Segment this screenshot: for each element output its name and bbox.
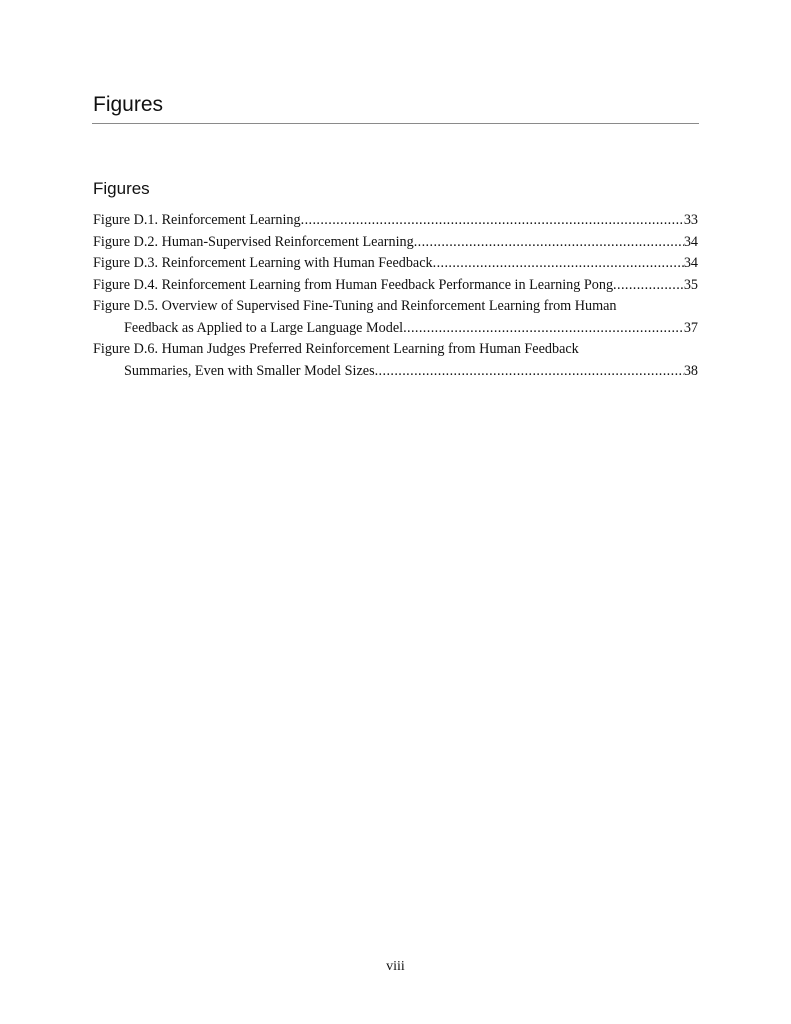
figure-page-number: 33: [683, 212, 698, 228]
figure-title: Figure D.6. Human Judges Preferred Reinforcement Learning from Human Feedback: [93, 341, 579, 357]
figure-page-number: 35: [683, 276, 698, 293]
figure-entry-line: [93, 253, 698, 275]
figure-title-continuation: Feedback as Applied to a Large Language Model: [124, 319, 404, 336]
figure-page-number: 37: [683, 319, 698, 336]
figure-entry-d6[interactable]: [93, 339, 698, 382]
figure-title-continuation: Summaries, Even with Smaller Model Sizes: [124, 362, 375, 379]
heading-divider: [92, 123, 699, 124]
dot-leader: [613, 275, 684, 297]
dot-leader: [301, 210, 684, 232]
figure-entry-line: [93, 275, 698, 297]
figure-entry-d1[interactable]: [93, 210, 698, 232]
figure-title: Figure D.3. Reinforcement Learning with Human Feedback: [93, 255, 433, 271]
figure-page-number: 38: [683, 362, 698, 379]
figure-entry-line: [93, 210, 698, 232]
dot-leader: [403, 318, 684, 340]
page-title: Figures: [93, 93, 164, 116]
figure-page-number: 34: [683, 255, 698, 271]
figure-entry-line: [93, 232, 698, 254]
figure-entry-line: [93, 318, 698, 340]
figure-entry-d5[interactable]: [93, 296, 698, 339]
page-number: viii: [386, 959, 405, 974]
figure-list: [93, 210, 698, 382]
figure-title: Figure D.1. Reinforcement Learning: [93, 212, 301, 228]
figure-title: Figure D.5. Overview of Supervised Fine-Tuning and Reinforcement Learning from Human: [93, 298, 617, 314]
figure-title: Figure D.4. Reinforcement Learning from Human Feedback Performance in Learning Pong: [93, 276, 614, 293]
figure-entry-d2[interactable]: [93, 232, 698, 254]
dot-leader: [375, 361, 684, 383]
figure-page-number: 34: [683, 233, 698, 250]
figure-entry-line: [93, 361, 698, 383]
dot-leader: [433, 253, 684, 275]
section-heading: Figures: [93, 179, 150, 198]
dot-leader: [414, 232, 684, 254]
figure-entry-d3[interactable]: [93, 253, 698, 275]
figure-title: Figure D.2. Human-Supervised Reinforcement Learning: [93, 233, 414, 250]
figure-entry-d4[interactable]: [93, 275, 698, 297]
